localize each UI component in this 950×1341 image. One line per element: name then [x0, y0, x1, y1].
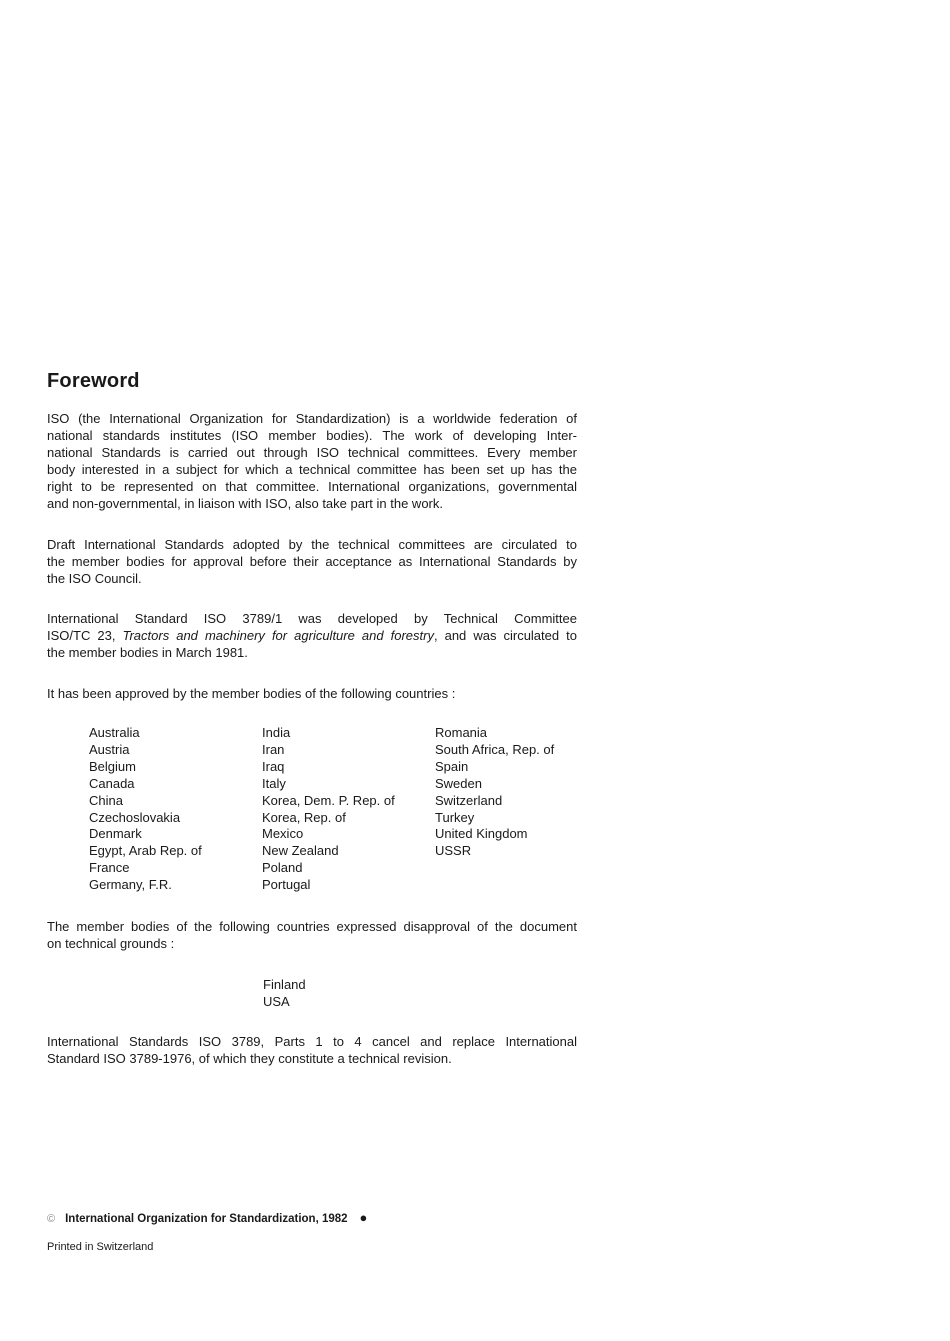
- text-line: right to be represented on that committee. International organizations, governmental: [47, 479, 577, 494]
- country-item: Switzerland: [435, 792, 503, 808]
- paragraph-disapproval: [47, 918, 577, 952]
- country-item: Spain: [435, 758, 469, 774]
- country-item: Korea, Dem. P. Rep. of: [262, 792, 395, 808]
- country-item: Turkey: [435, 809, 475, 825]
- printed-in: Printed in Switzerland: [47, 1241, 154, 1253]
- country-column: [262, 725, 432, 894]
- country-item: Australia: [89, 725, 140, 740]
- country-item: Poland: [262, 860, 303, 876]
- paragraph-replacement: [47, 1033, 577, 1067]
- text-line: It has been approved by the member bodies of the following countries :: [47, 686, 456, 701]
- country-item: Finland: [263, 977, 306, 992]
- country-column: [89, 725, 259, 894]
- country-item: USA: [263, 994, 290, 1009]
- text-line: ISO (the International Organization for Standardization) is a worldwide federation of: [47, 411, 577, 426]
- paragraph-draft-standards: [47, 536, 577, 587]
- country-item: Denmark: [89, 826, 142, 842]
- text-line: Standard ISO 3789-1976, of which they constitute a technical revision.: [47, 1051, 452, 1066]
- text-line: the member bodies in March 1981.: [47, 645, 248, 660]
- country-item: France: [89, 860, 130, 876]
- disapproving-countries-list: [263, 976, 306, 1010]
- country-item: South Africa, Rep. of: [435, 741, 555, 757]
- country-item: USSR: [435, 843, 472, 859]
- country-item: Korea, Rep. of: [262, 809, 346, 825]
- text-line: International Standard ISO 3789/1 was developed by Technical Committee: [47, 611, 577, 626]
- bullet-icon: ●: [359, 1210, 368, 1225]
- copyright-text: International Organization for Standardization, 1982: [65, 1213, 348, 1225]
- country-item: Belgium: [89, 758, 136, 774]
- country-item: United Kingdom: [435, 826, 528, 842]
- text-line: the member bodies for approval before their acceptance as International Standards by: [47, 554, 577, 569]
- page-title: Foreword: [47, 370, 140, 392]
- country-item: Czechoslovakia: [89, 809, 181, 825]
- text-line: The member bodies of the following countries expressed disapproval of the document: [47, 919, 577, 934]
- country-column: [435, 725, 605, 860]
- country-item: China: [89, 792, 123, 808]
- country-item: Italy: [262, 775, 286, 791]
- text-line: and non-governmental, in liaison with ISO, also take part in the work.: [47, 496, 443, 511]
- committee-title: Tractors and machinery for agriculture and forestry: [122, 628, 434, 643]
- text-line: International Standards ISO 3789, Parts 1 to 4 cancel and replace International: [47, 1034, 577, 1049]
- country-item: Canada: [89, 775, 135, 791]
- paragraph-development: [47, 610, 577, 661]
- country-item: Portugal: [262, 877, 311, 893]
- country-item: Iraq: [262, 758, 285, 774]
- country-item: Romania: [435, 725, 488, 740]
- country-item: New Zealand: [262, 843, 339, 859]
- paragraph-approval: [47, 685, 577, 702]
- text-segment: ISO/TC 23,: [47, 628, 123, 643]
- paragraph-iso-intro: [47, 410, 577, 512]
- country-item: Austria: [89, 741, 130, 757]
- text-line: body interested in a subject for which a technical committee has been set up has the: [47, 462, 577, 477]
- country-item: India: [262, 725, 291, 740]
- text-line: Draft International Standards adopted by the technical committees are circulated to: [47, 537, 577, 552]
- country-item: Iran: [262, 741, 285, 757]
- text-line: on technical grounds :: [47, 936, 175, 951]
- country-item: Mexico: [262, 826, 304, 842]
- copyright-line: [47, 1210, 367, 1225]
- text-line: national standards institutes (ISO member bodies). The work of developing Inter-: [47, 428, 577, 443]
- text-line: [47, 627, 577, 644]
- country-item: Sweden: [435, 775, 482, 791]
- text-segment: , and was circulated to: [433, 628, 577, 643]
- country-item: Egypt, Arab Rep. of: [89, 843, 202, 859]
- country-item: Germany, F.R.: [89, 877, 172, 893]
- copyright-icon: ©: [47, 1213, 56, 1225]
- text-line: the ISO Council.: [47, 571, 142, 586]
- text-line: national Standards is carried out through ISO technical committees. Every member: [47, 445, 577, 460]
